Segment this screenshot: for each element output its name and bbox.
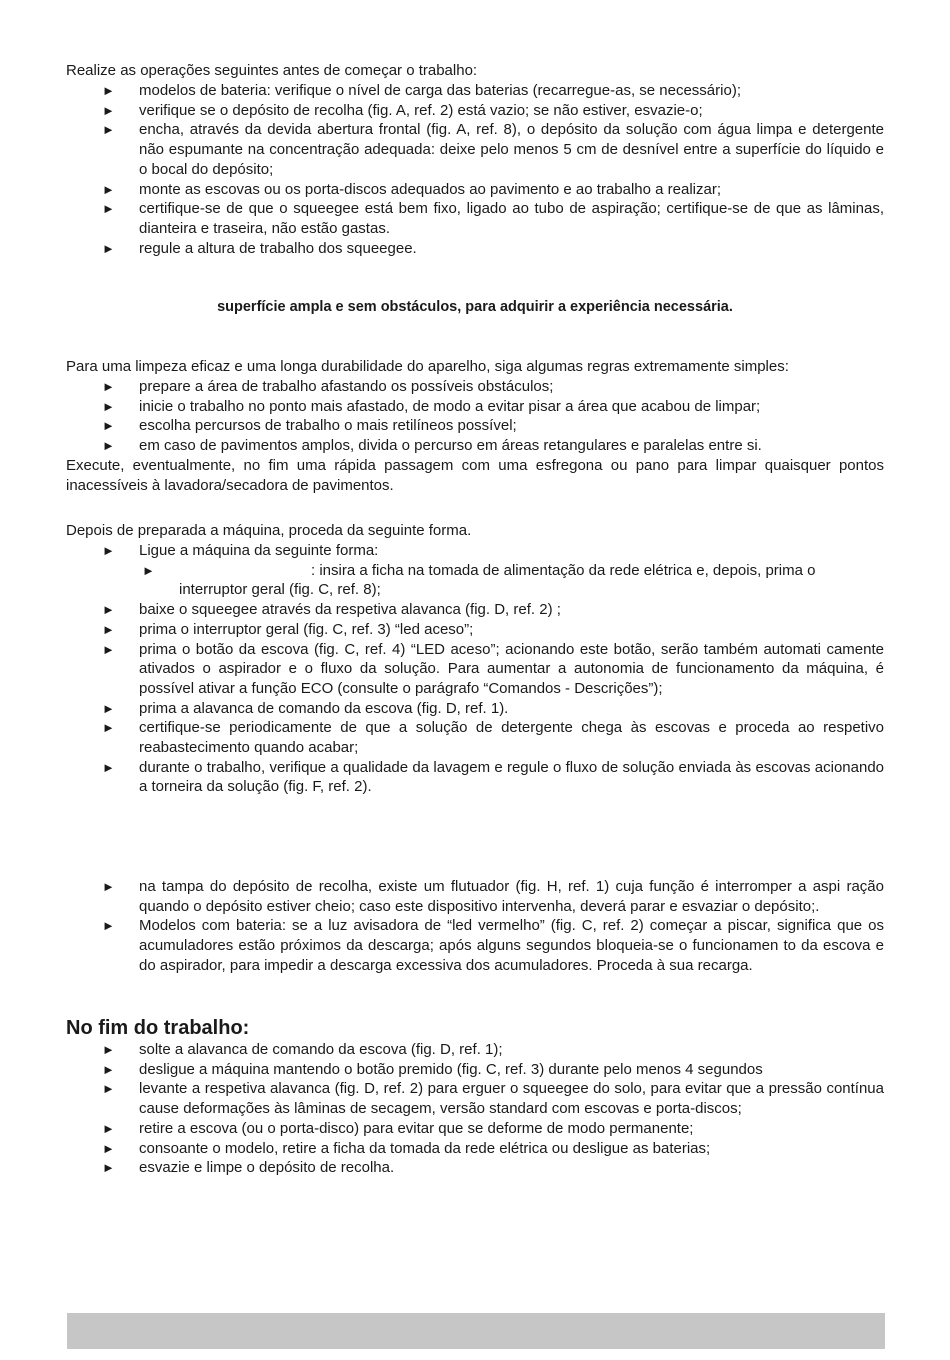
list-item: ► prima a alavanca de comando da escova (fig. D, ref. 1). [102,699,509,717]
bullet-arrow-icon: ► [102,602,115,618]
list-item: ► certifique-se de que o squeegee está bem fixo, ligado ao tubo de aspiração; certifique-se de que as lâminas, dianteira e traseira, não estão gastas. [102,200,884,237]
section1-list [66,81,884,258]
sub-list-item: ► : insira a ficha na tomada de alimentação da rede elétrica e, depois, prima o interruptor geral (fig. C, ref. 8); [142,561,816,599]
list-item: ► na tampa do depósito de recolha, existe um flutuador (fig. H, ref. 1) cuja função é interromper a aspi ração quando o depósito estiver cheio; caso este dispositivo intervenha, deverá parar e esvaziar o depósito;. [102,878,884,915]
list-item: ► consoante o modelo, retire a ficha da tomada da rede elétrica ou desligue as baterias; [102,1139,711,1157]
list-item: ► prima o interruptor geral (fig. C, ref. 3) “led aceso”; [102,620,474,638]
bullet-arrow-icon: ► [102,543,115,558]
list-item: ► durante o trabalho, verifique a qualidade da lavagem e regule o fluxo de solução enviada às escovas acionando a torneira da solução (fig. F, ref. 2). [102,758,884,796]
list-item: ► Ligue a máquina da seguinte forma: [102,542,379,559]
bullet-arrow-icon: ► [102,379,115,394]
bullet-arrow-icon: ► [142,562,155,578]
list-item: ► inicie o trabalho no ponto mais afastado, de modo a evitar pisar a área que acabou de limpar; [102,397,761,415]
list-item: ► solte a alavanca de comando da escova (fig. D, ref. 1); [102,1041,503,1058]
section5-list [66,1040,884,1178]
bullet-arrow-icon: ► [102,879,115,894]
list-item: ► escolha percursos de trabalho o mais retilíneos possível; [102,417,517,435]
section2-intro: Para uma limpeza eficaz e uma longa durabilidade do aparelho, siga algumas regras extremamente simples: [66,358,789,375]
notice-text: superfície ampla e sem obstáculos, para adquirir a experiência necessária. [217,299,733,315]
section1-intro: Realize as operações seguintes antes de começar o trabalho: [66,62,478,79]
bullet-arrow-icon: ► [102,1120,115,1136]
list-item: ► monte as escovas ou os porta-discos adequados ao pavimento e ao trabalho a realizar; [102,180,722,198]
section-heading: No fim do trabalho: [66,1017,250,1039]
bullet-arrow-icon: ► [102,641,115,657]
section2-list [66,377,884,456]
bullet-arrow-icon: ► [102,398,115,414]
section3-list [66,541,884,797]
bullet-arrow-icon: ► [102,759,115,775]
list-item: ► retire a escova (ou o porta-disco) para evitar que se deforme de modo permanente; [102,1119,694,1137]
list-item: ► regule a altura de trabalho dos squeegee. [102,239,417,257]
bullet-arrow-icon: ► [102,621,115,637]
list-item: ► Modelos com bateria: se a luz avisadora de “led vermelho” (fig. C, ref. 2) começar a piscar, significa que os acumuladores estão próximos da descarga; após alguns segundos bloqueia-se o funcionamen to da escova e do aspirador, para impedir a descarga excessiva dos acumuladores. Proceda à sua recarga. [102,917,884,974]
bullet-arrow-icon: ► [102,1042,115,1057]
bullet-arrow-icon: ► [102,720,115,736]
section4-list [66,877,884,976]
list-item: ► levante a respetiva alavanca (fig. D, ref. 2) para erguer o squeegee do solo, para evitar que a pressão contínua cause deformações às lâminas de secagem, versão standard com escovas e porta-discos; [102,1080,884,1118]
bullet-arrow-icon: ► [102,418,115,434]
bullet-arrow-icon: ► [102,102,115,118]
bullet-arrow-icon: ► [102,83,115,98]
list-item: ► encha, através da devida abertura frontal (fig. A, ref. 8), o depósito da solução com água limpa e detergente não espumante na concentração adequada: deixe pelo menos 5 cm de desnível entre a superfície do líquido e o bocal do depósito; [102,121,884,178]
bullet-arrow-icon: ► [102,201,115,217]
list-item: ► modelos de bateria: verifique o nível de carga das baterias (recarregue-as, se necessário); [102,82,741,99]
list-item: ► esvazie e limpe o depósito de recolha. [102,1159,395,1177]
bullet-arrow-icon: ► [102,918,115,934]
bullet-arrow-icon: ► [102,1140,115,1156]
bullet-arrow-icon: ► [102,122,115,138]
list-item: ► baixe o squeegee através da respetiva alavanca (fig. D, ref. 2) ; [102,601,561,619]
bullet-arrow-icon: ► [102,438,115,454]
list-item: ► prima o botão da escova (fig. C, ref. 4) “LED aceso”; acionando este botão, serão também automati camente ativados o aspirador e o fluxo da solução. Para aumentar a autonomia de funcionamento da máquina, é possível ativar a função ECO (consulte o parágrafo “Comandos - Descrições”); [102,640,884,697]
list-item: ► verifique se o depósito de recolha (fig. A, ref. 2) está vazio; se não estiver, esvazie-o; [102,101,703,119]
section2-outro: Execute, eventualmente, no fim uma rápida passagem com uma esfregona ou pano para limpar quaisquer pontos inacessíveis à lavadora/secadora de pavimentos. [66,457,884,494]
list-item: ► prepare a área de trabalho afastando os possíveis obstáculos; [102,378,554,395]
bullet-arrow-icon: ► [102,181,115,197]
list-item: ► em caso de pavimentos amplos, divida o percurso em áreas retangulares e paralelas entre si. [102,437,762,455]
list-item: ► desligue a máquina mantendo o botão premido (fig. C, ref. 3) durante pelo menos 4 segundos [102,1060,763,1078]
bullet-arrow-icon: ► [102,1160,115,1176]
bullet-arrow-icon: ► [102,240,115,256]
section3-intro: Depois de preparada a máquina, proceda da seguinte forma. [66,522,472,539]
footer-bar [67,1313,885,1349]
bullet-arrow-icon: ► [102,1061,115,1077]
list-item: ► certifique-se periodicamente de que a solução de detergente chega às escovas e proceda ao respetivo reabastecimento quando acabar; [102,719,884,757]
bullet-arrow-icon: ► [102,700,115,716]
bullet-arrow-icon: ► [102,1081,115,1097]
